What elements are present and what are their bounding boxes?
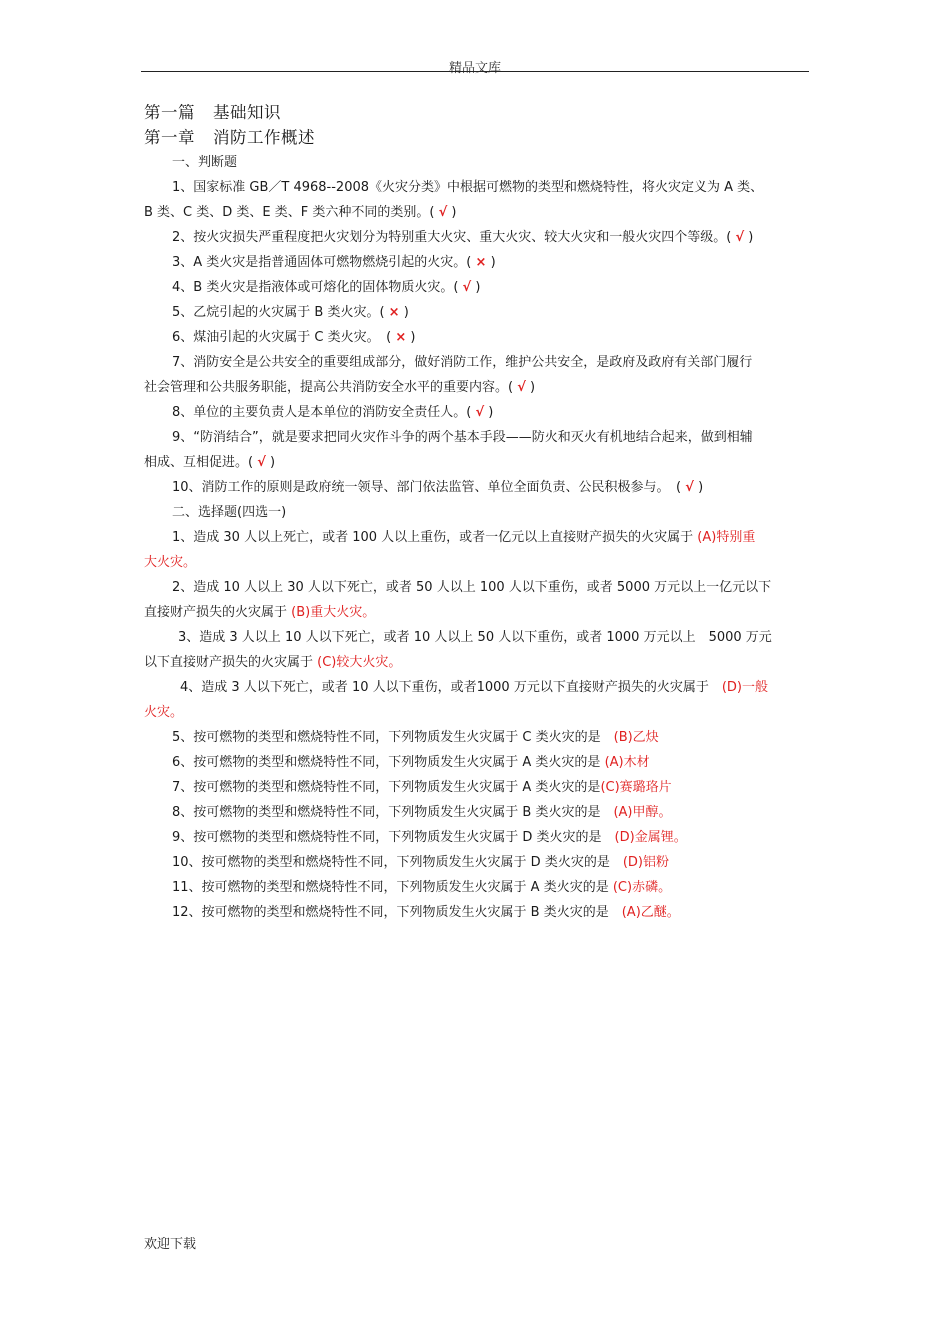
cross-mark: ×: [388, 305, 400, 320]
choice-item-11-text: 11、按可燃物的类型和燃烧特性不同，下列物质发生火灾属于 A 类火灾的是: [172, 880, 613, 895]
part-title: 基础知识: [213, 103, 281, 122]
judge-item-4-text: 4、B 类火灾是指液体或可熔化的固体物质火灾。(: [172, 280, 459, 295]
judge-item-1-line2: [144, 200, 812, 225]
choice-item-10-answer: (D)铝粉: [622, 855, 669, 870]
choice-item-9: [144, 825, 812, 850]
choice-item-3-answer: (C)较大火灾。: [317, 655, 402, 670]
chapter-heading: [144, 125, 812, 150]
judge-item-8-text: 8、单位的主要负责人是本单位的消防安全责任人。(: [172, 405, 472, 420]
judge-item-9-line1: 9、“防消结合”，就是要求把同火灾作斗争的两个基本手段——防火和灭火有机地结合起来，做到相辅: [172, 430, 753, 445]
judge-item-7-line1: 7、消防安全是公共安全的重要组成部分，做好消防工作，维护公共安全，是政府及政府有关部门履行: [172, 355, 753, 370]
choice-item-4-answer: (D)一般: [721, 680, 768, 695]
judge-item-7-line2: [144, 375, 812, 400]
close-paren: ): [748, 230, 754, 245]
choice-item-8-text: 8、按可燃物的类型和燃烧特性不同，下列物质发生火灾属于 B 类火灾的是: [172, 805, 614, 820]
choice-item-8: [144, 800, 812, 825]
judge-item-6-text: 6、煤油引起的火灾属于 C 类火灾。 (: [172, 330, 392, 345]
cross-mark: ×: [395, 330, 407, 345]
choice-item-11: [144, 875, 812, 900]
close-paren: ): [410, 330, 416, 345]
close-paren: ): [270, 455, 276, 470]
check-mark: √: [257, 455, 266, 470]
judge-item-1-line1: 1、国家标准 GB／T 4968--2008《火灾分类》中根据可燃物的类型和燃烧特性，将火灾定义为 A 类、: [172, 180, 764, 195]
close-paren: ): [488, 405, 494, 420]
choice-item-7-answer: (C)赛璐珞片: [600, 780, 672, 795]
judge-item-5-text: 5、乙烷引起的火灾属于 B 类火灾。(: [172, 305, 385, 320]
judge-item-6: [144, 325, 812, 350]
choice-item-9-answer: (D)金属锂。: [614, 830, 687, 845]
check-mark: √: [685, 480, 694, 495]
choice-item-10-text: 10、按可燃物的类型和燃烧特性不同，下列物质发生火灾属于 D 类火灾的是: [172, 855, 623, 870]
judge-item-4: [144, 275, 812, 300]
choice-item-2-answer: (B)重大火灾。: [291, 605, 376, 620]
check-mark: √: [462, 280, 472, 295]
choice-item-11-answer: (C)赤磷。: [612, 880, 672, 895]
close-paren: ): [698, 480, 704, 495]
judge-item-8: [144, 400, 812, 425]
chapter-title: 消防工作概述: [213, 128, 315, 147]
choice-item-1-answer: (A)特别重: [697, 530, 756, 545]
choice-item-5-answer: (B)乙炔: [613, 730, 659, 745]
close-paren: ): [451, 205, 457, 220]
judge-item-9-line2: [144, 450, 812, 475]
header-divider: [141, 71, 809, 72]
judge-item-10-text: 10、消防工作的原则是政府统一领导、部门依法监管、单位全面负责、公民积极参与。 (: [172, 480, 682, 495]
judge-item-3-text: 3、A 类火灾是指普通固体可燃物燃烧引起的火灾。(: [172, 255, 472, 270]
choice-item-12: [144, 900, 812, 925]
choice-item-3-line2: [144, 650, 812, 675]
close-paren: ): [530, 380, 536, 395]
choice-item-8-answer: (A)甲醇。: [613, 805, 672, 820]
choice-item-7: [144, 775, 812, 800]
choice-item-4-line1: [144, 675, 812, 700]
choice-item-2-text: 直接财产损失的火灾属于: [144, 605, 292, 620]
choice-item-6-text: 6、按可燃物的类型和燃烧特性不同，下列物质发生火灾属于 A 类火灾的是: [172, 755, 605, 770]
check-mark: √: [517, 380, 526, 395]
section-title-choice: 二、选择题(四选一): [172, 505, 287, 520]
choice-item-6-answer: (A)木材: [604, 755, 650, 770]
part-number: 第一篇: [144, 103, 195, 122]
choice-item-2-line1: 2、造成 10 人以上 30 人以下死亡，或者 50 人以上 100 人以下重伤，或者 5000 万元以上一亿元以下: [172, 580, 772, 595]
choice-item-12-text: 12、按可燃物的类型和燃烧特性不同，下列物质发生火灾属于 B 类火灾的是: [172, 905, 622, 920]
choice-item-10: [144, 850, 812, 875]
chapter-number: 第一章: [144, 128, 195, 147]
judge-item-2: [144, 225, 812, 250]
choice-item-5-text: 5、按可燃物的类型和燃烧特性不同，下列物质发生火灾属于 C 类火灾的是: [172, 730, 614, 745]
judge-item-7-text: 社会管理和公共服务职能，提高公共消防安全水平的重要内容。(: [144, 380, 514, 395]
judge-item-3: [144, 250, 812, 275]
cross-mark: ×: [475, 255, 487, 270]
choice-item-7-text: 7、按可燃物的类型和燃烧特性不同，下列物质发生火灾属于 A 类火灾的是: [172, 780, 601, 795]
choice-item-4-text: 4、造成 3 人以下死亡，或者 10 人以下重伤，或者1000 万元以下直接财产损失的火灾属于: [180, 680, 722, 695]
choice-item-5: [144, 725, 812, 750]
judge-item-10: [144, 475, 812, 500]
judge-item-2-text: 2、按火灾损失严重程度把火灾划分为特别重大火灾、重大火灾、较大火灾和一般火灾四个等级。(: [172, 230, 732, 245]
check-mark: √: [475, 405, 485, 420]
choice-item-3-text: 以下直接财产损失的火灾属于: [144, 655, 318, 670]
section-title-judge: 一、判断题: [172, 155, 238, 170]
choice-item-4-line2: 火灾。: [144, 705, 184, 720]
choice-item-1-line2: 大火灾。: [144, 555, 197, 570]
check-mark: √: [735, 230, 745, 245]
document-body: [144, 100, 812, 925]
judge-item-1-text: B 类、C 类、D 类、E 类、F 类六种不同的类别。(: [144, 205, 435, 220]
page-header-title: 精品文库: [448, 61, 501, 76]
choice-item-3-line1: 3、造成 3 人以上 10 人以下死亡，或者 10 人以上 50 人以下重伤，或者 1000 万元以上 5000 万元: [178, 630, 772, 645]
choice-item-9-text: 9、按可燃物的类型和燃烧特性不同，下列物质发生火灾属于 D 类火灾的是: [172, 830, 615, 845]
judge-item-9-text: 相成、互相促进。(: [144, 455, 254, 470]
page-footer: 欢迎下载: [144, 1237, 197, 1252]
choice-item-1-line1: [144, 525, 812, 550]
part-heading: [144, 100, 812, 125]
choice-item-1-text: 1、造成 30 人以上死亡，或者 100 人以上重伤，或者一亿元以上直接财产损失的火灾属于: [172, 530, 698, 545]
choice-item-12-answer: (A)乙醚。: [621, 905, 680, 920]
check-mark: √: [438, 205, 448, 220]
close-paren: ): [403, 305, 409, 320]
judge-item-5: [144, 300, 812, 325]
close-paren: ): [475, 280, 481, 295]
choice-item-2-line2: [144, 600, 812, 625]
choice-item-6: [144, 750, 812, 775]
close-paren: ): [490, 255, 496, 270]
